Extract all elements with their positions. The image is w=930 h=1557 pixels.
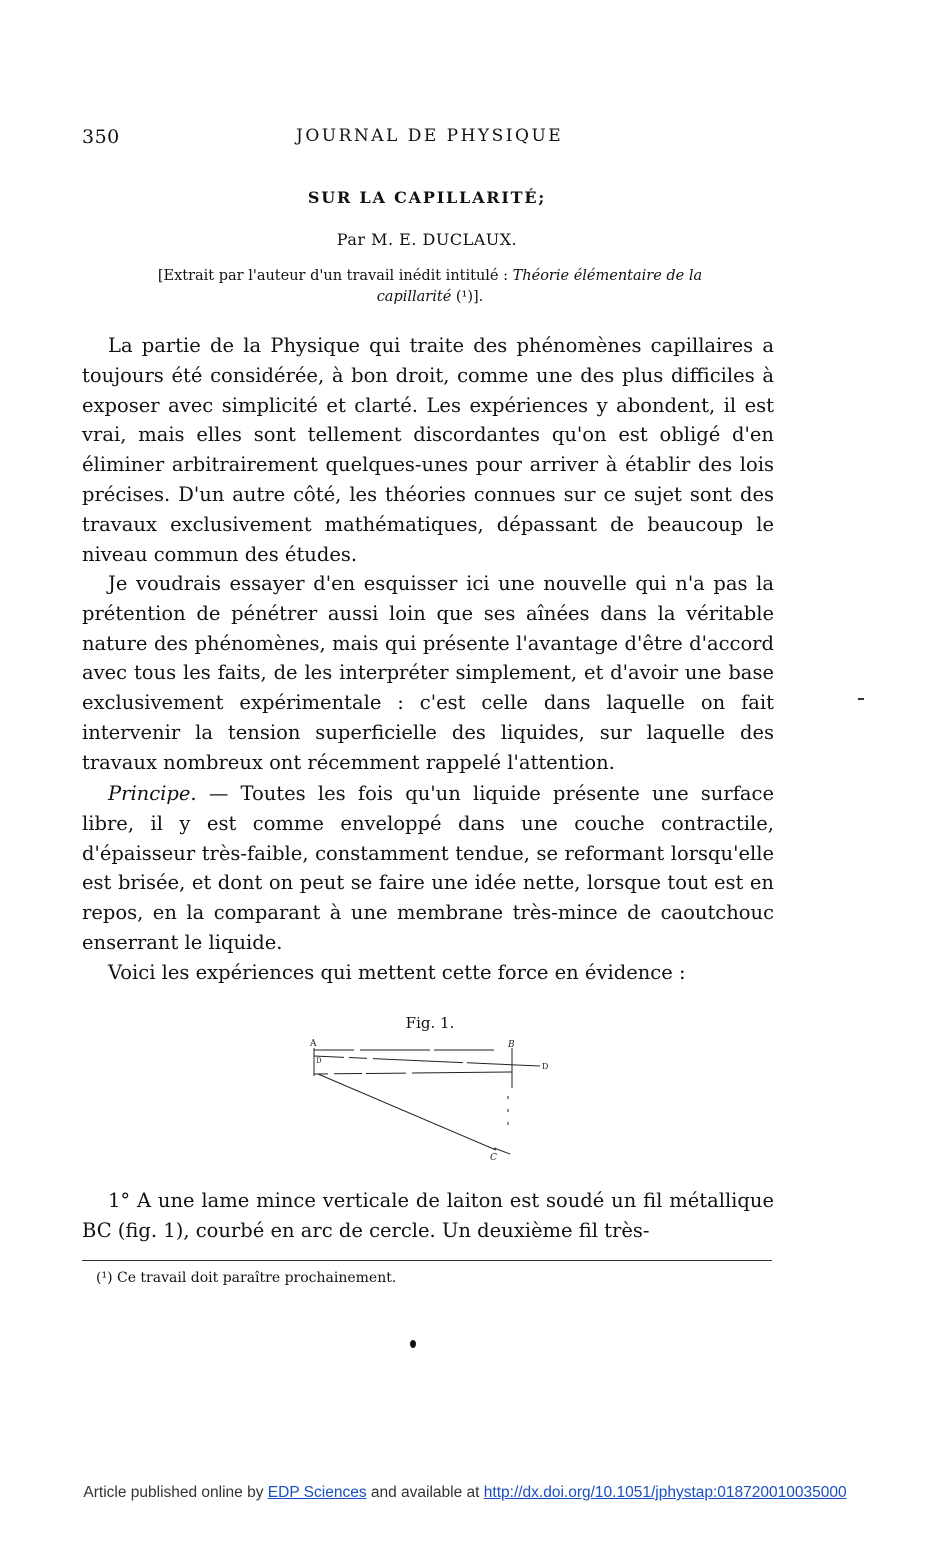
footnote-rule <box>82 1260 772 1261</box>
publisher-middle: and available at <box>366 1484 484 1501</box>
extract-suffix: (¹)]. <box>451 289 484 305</box>
lower-film-line <box>314 1072 512 1074</box>
ink-dot <box>410 1340 416 1348</box>
arc-wire-line <box>318 1074 496 1150</box>
publisher-link[interactable]: EDP Sciences <box>267 1484 367 1501</box>
publisher-line <box>0 1484 930 1502</box>
principe-label: Principe. <box>108 782 197 805</box>
footnote: (¹) Ce travail doit paraître prochainement. <box>96 1270 397 1286</box>
upper-film-line <box>314 1056 540 1066</box>
label-a: A <box>310 1039 317 1049</box>
extract-note <box>140 266 720 308</box>
running-head <box>82 126 772 150</box>
label-d: D <box>542 1062 549 1071</box>
paragraph-5 <box>82 1186 774 1246</box>
article-title: SUR LA CAPILLARITÉ; <box>307 188 547 207</box>
principe-body: — Toutes les fois qu'un liquide présente une surface libre, il y est comme enveloppé dans une couche contractile, d'épaisseur très-faible, constamment tendue, se reformant lorsqu'elle est brisée, et dont on peut se faire une idée nette, lorsque tout est en repos, en la comparant à une membrane très-mince de caoutchouc enserrant le liquide. <box>82 782 774 954</box>
figure-1-diagram <box>300 1036 560 1166</box>
paragraph-principe <box>82 779 774 958</box>
paragraph-2-text: Je voudrais essayer d'en esquisser ici une nouvelle qui n'a pas la prétention de pénétrer aussi loin que ses aînées dans la véritable nature des phénomènes, mais qui présente l'avantage d'être d'accord avec tous les faits, de les interpréter simplement, et d'avoir une base exclusivement expérimentale : c'est celle dans laquelle on fait intervenir la tension superficielle des liquides, sur laquelle des travaux nombreux ont récemment rappelé l'attention. <box>82 572 774 774</box>
label-c: C <box>490 1153 497 1163</box>
extract-work-title: Théorie élémentaire de la capillarité <box>376 268 703 305</box>
label-b: B <box>508 1040 515 1050</box>
paragraph-2 <box>82 569 774 778</box>
paragraph-4-text: Voici les expériences qui mettent cette force en évidence : <box>108 961 686 984</box>
figure-caption: Fig. 1. <box>405 1014 455 1032</box>
margin-mark <box>858 698 864 700</box>
paragraph-principe-text <box>82 779 774 958</box>
label-small-d: D <box>316 1057 322 1065</box>
extract-prefix: [Extrait par l'auteur d'un travail inédit intitulé : <box>157 268 513 284</box>
paragraph-1-text: La partie de la Physique qui traite des phénomènes capillaires a toujours été considérée, à bon droit, comme une des plus difficiles à exposer avec simplicité et clarté. Les expériences y abondent, il est vrai, mais elles sont tellement discordantes qu'on est obligé d'en éliminer arbitrairement quelques-unes pour arriver à établir des lois précises. D'un autre côté, les théories connues sur ce sujet sont des travaux exclusivement mathématiques, dépassant de beaucoup le niveau commun des études. <box>82 334 774 566</box>
doi-link[interactable]: http://dx.doi.org/10.1051/jphystap:018720010035000 <box>483 1484 847 1501</box>
paragraph-5-text: 1° A une lame mince verticale de laiton est soudé un fil métallique BC (fig. 1), courbé en arc de cercle. Un deuxième fil très- <box>82 1189 774 1242</box>
publisher-prefix: Article published online by <box>83 1484 268 1501</box>
paragraph-4 <box>82 958 774 988</box>
journal-title: JOURNAL DE PHYSIQUE <box>296 126 564 146</box>
article-author: Par M. E. DUCLAUX. <box>336 230 518 249</box>
page-number: 350 <box>82 126 120 148</box>
paragraph-1 <box>82 331 774 569</box>
